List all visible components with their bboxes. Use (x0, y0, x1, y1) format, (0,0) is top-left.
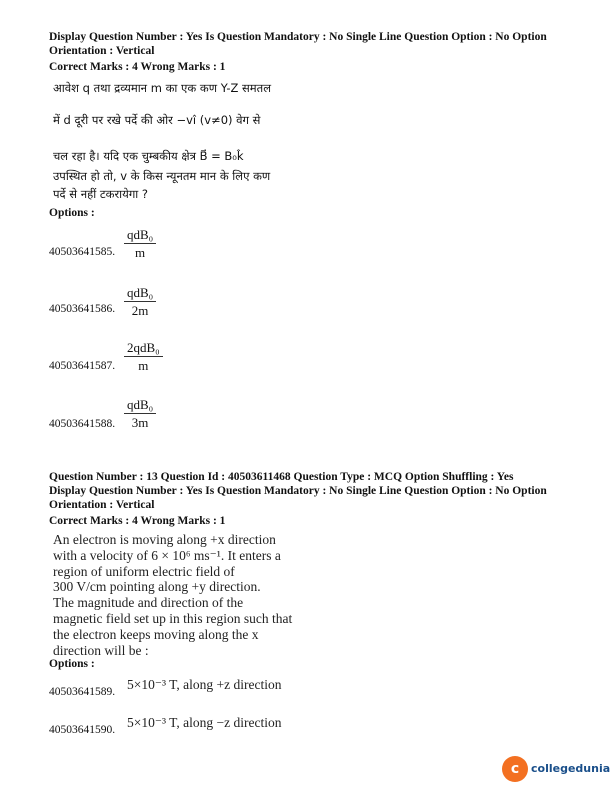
fraction-denominator: 2m (131, 303, 149, 318)
fraction-numerator: qdB₀ (124, 227, 156, 244)
q12-header-line1: Display Question Number : Yes Is Question Mandatory : No Single Line Question Option : No Option (49, 31, 547, 43)
q13-option-1-id: 40503641589. (49, 686, 116, 698)
q13-option-1-text: 5×10⁻³ T, along +z direction (127, 677, 282, 692)
q12-header-line2: Orientation : Vertical (49, 45, 155, 57)
q12-options-label: Options : (49, 207, 95, 219)
collegedunia-badge-icon: c (502, 756, 528, 782)
q13-text-line: The magnitude and direction of the (53, 595, 244, 611)
q13-text-line: the electron keeps moving along the x (53, 626, 259, 642)
q12-text-line5: पर्दे से नहीं टकरायेगा ? (53, 187, 149, 201)
q12-option-4-formula (124, 396, 156, 430)
q13-header-line2: Display Question Number : Yes Is Question Mandatory : No Single Line Question Option : No Option (49, 485, 547, 497)
fraction-numerator: 2qdB₀ (124, 340, 163, 357)
fraction-denominator: m (135, 245, 146, 260)
fraction-numerator: qdB₀ (124, 397, 156, 414)
q12-option-1-id: 40503641585. (49, 246, 116, 258)
q12-marks: Correct Marks : 4 Wrong Marks : 1 (49, 61, 226, 73)
q12-text-line1: आवेश q तथा द्रव्यमान m का एक कण Y-Z समतल (53, 81, 272, 95)
logo-name: collegedunia (531, 762, 611, 775)
q13-text-line: region of uniform electric field of (53, 563, 235, 579)
q12-option-2-formula (124, 284, 156, 318)
collegedunia-logo (502, 756, 610, 782)
q13-option-2-text: 5×10⁻³ T, along −z direction (127, 715, 282, 730)
q12-option-3-id: 40503641587. (49, 360, 116, 372)
q13-text-line: with a velocity of 6 × 10⁶ ms⁻¹. It enters a (53, 547, 281, 563)
q13-marks: Correct Marks : 4 Wrong Marks : 1 (49, 515, 226, 527)
q12-text-line3: चल रहा है। यदि एक चुम्बकीय क्षेत्र B⃗ = B₀k̂ (53, 149, 244, 163)
q13-text-line: magnetic field set up in this region such that (53, 610, 293, 626)
q12-option-3-formula (124, 339, 163, 373)
q13-text-line: direction will be : (53, 642, 149, 658)
q12-option-4-id: 40503641588. (49, 418, 116, 430)
q13-option-2-id: 40503641590. (49, 724, 116, 736)
q12-text-line4: उपस्थित हो तो, v के किस न्यूनतम मान के लिए कण (53, 169, 271, 183)
q13-header-line3: Orientation : Vertical (49, 499, 155, 511)
q12-option-1-formula (124, 226, 156, 260)
q13-options-label: Options : (49, 658, 95, 670)
q12-option-2-id: 40503641586. (49, 303, 116, 315)
fraction-numerator: qdB₀ (124, 285, 156, 302)
q12-text-line2: में d दूरी पर रखे पर्दे की ओर −vî (v≠0) वेग से (53, 113, 261, 127)
q13-question-text (53, 532, 303, 658)
q13-header-line1: Question Number : 13 Question Id : 40503611468 Question Type : MCQ Option Shuffling : Yes (49, 471, 514, 483)
fraction-denominator: m (138, 358, 149, 373)
q13-text-line: 300 V/cm pointing along +y direction. (53, 579, 261, 595)
fraction-denominator: 3m (131, 415, 149, 430)
q13-text-line: An electron is moving along +x direction (53, 532, 276, 547)
